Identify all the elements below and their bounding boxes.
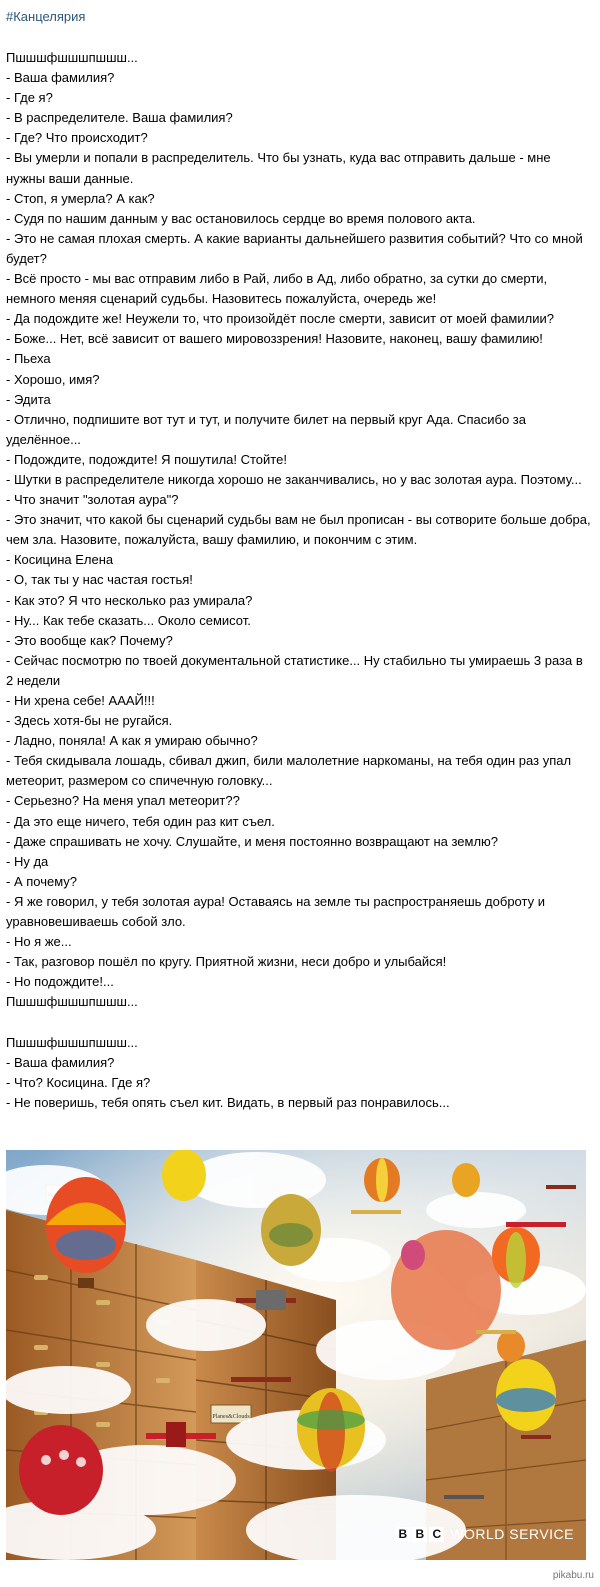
dialogue-line: - Вы умерли и попали в распределитель. Что бы узнать, куда вас отправить дальше - мне нужны ваши данные. xyxy=(6,150,555,186)
brand-block: B xyxy=(395,1527,410,1542)
dialogue-line: - Стоп, я умерла? А как? xyxy=(6,190,155,206)
dialogue-line: - О, так ты у нас частая гостья! xyxy=(6,572,193,588)
dialogue-line: - Всё просто - мы вас отправим либо в Рай, либо в Ад, либо обратно, за сутки до смерти, немного меняя сценарий судьбы. Назовитесь пожалуйста, очередь же! xyxy=(6,271,551,307)
dialogue-line: - Сейчас посмотрю по твоей документальной статистике... Ну стабильно ты умираешь 3 раза в 2 недели xyxy=(6,652,587,688)
brand-block: B xyxy=(412,1527,427,1542)
dialogue-line: - Но я же... xyxy=(6,934,72,950)
dialogue-line: - Ну да xyxy=(6,853,49,869)
dialogue-line: - Ваша фамилия? xyxy=(6,70,115,86)
dialogue-line: - А почему? xyxy=(6,873,78,889)
dialogue-line: - Ладно, поняла! А как я умираю обычно? xyxy=(6,733,258,749)
site-watermark: pikabu.ru xyxy=(552,1570,594,1581)
brand-text: WORLD SERVICE xyxy=(450,1526,574,1542)
dialogue-line: - Отлично, подпишите вот тут и тут, и получите билет на первый круг Ада. Спасибо за уделённое... xyxy=(6,411,530,447)
dialogue-line: - Это не самая плохая смерть. А какие варианты дальнейшего развития событий? Что со мной будет? xyxy=(6,230,587,266)
hashtag-link[interactable]: #Канцелярия xyxy=(6,9,86,24)
dialogue-line: Пшшшфшшшпшшш... xyxy=(6,994,138,1010)
dialogue-line: - Не поверишь, тебя опять съел кит. Видать, в первый раз понравилось... xyxy=(6,1094,450,1110)
dialogue-line: - Ни хрена себе! АААЙ!!! xyxy=(6,693,155,708)
post-illustration xyxy=(6,1150,586,1560)
brand-block: C xyxy=(429,1527,444,1542)
dialogue-line: - Так, разговор пошёл по кругу. Приятной жизни, неси добро и улыбайся! xyxy=(6,954,447,970)
dialogue-line: - Подождите, подождите! Я пошутила! Стойте! xyxy=(6,451,287,467)
dialogue-line: - Хорошо, имя? xyxy=(6,371,100,387)
dialogue-line: - Да это еще ничего, тебя один раз кит съел. xyxy=(6,813,275,829)
dialogue-line: - Что? Косицина. Где я? xyxy=(6,1074,151,1090)
dialogue-line: - Косицина Елена xyxy=(6,552,114,568)
dialogue-line: - Да подождите же! Неужели то, что произойдёт после смерти, зависит от моей фамилии? xyxy=(6,311,554,327)
dialogue-line: - Как это? Я что несколько раз умирала? xyxy=(6,592,253,608)
illustration-art xyxy=(6,1150,586,1560)
post-text xyxy=(6,48,595,1113)
dialogue-line: - Что значит "золотая аура"? xyxy=(6,492,179,508)
dialogue-line: - Я же говорил, у тебя золотая аура! Оставаясь на земле ты распространяешь доброту и уравновешиваешь собой зло. xyxy=(6,893,549,930)
dialogue-line: - Где я? xyxy=(6,90,53,106)
dialogue-line: - Даже спрашивать не хочу. Слушайте, и меня постоянно возвращают на землю? xyxy=(6,833,499,849)
dialogue-line: - Ну... Как тебе сказать... Около семисот. xyxy=(6,612,251,628)
bbc-world-service-logo xyxy=(395,1526,574,1542)
dialogue-line: Пшшшфшшшпшшш... xyxy=(6,1034,138,1050)
dialogue-line xyxy=(6,1013,592,1033)
dialogue-line: - Серьезно? На меня упал метеорит?? xyxy=(6,793,240,809)
dialogue-line: - Тебя скидывала лошадь, сбивал джип, били малолетние наркоманы, на тебя один раз упал метеорит, размером со спичечную головку... xyxy=(6,753,575,789)
drawer-label-1: Planes&Clouds xyxy=(212,1414,250,1420)
dialogue-line: - Но подождите!... xyxy=(6,974,114,990)
dialogue-line: - Эдита xyxy=(6,391,51,407)
dialogue-line: - Это вообще как? Почему? xyxy=(6,632,173,648)
dialogue-line: - Судя по нашим данным у вас остановилось сердце во время полового акта. xyxy=(6,210,476,226)
dialogue-line: - Здесь хотя-бы не ругайся. xyxy=(6,713,173,729)
dialogue-line: - В распределителе. Ваша фамилия? xyxy=(6,110,233,126)
dialogue-line: - Это значит, что какой бы сценарий судьбы вам не был прописан - вы сотворите больше добра, чем зла. Назовите, пожалуйста, вашу фамилию, и покончим с этим. xyxy=(6,512,595,548)
dialogue-line: - Боже... Нет, всё зависит от вашего мировоззрения! Назовите, наконец, вашу фамилию! xyxy=(6,331,543,347)
dialogue-line: - Шутки в распределителе никогда хорошо не заканчивались, но у вас золотая аура. Поэтому... xyxy=(6,471,582,487)
dialogue-line: - Ваша фамилия? xyxy=(6,1054,115,1070)
dialogue-line: - Где? Что происходит? xyxy=(6,130,148,146)
dialogue-line: Пшшшфшшшпшшш... xyxy=(6,50,138,65)
dialogue-line: - Пьеха xyxy=(6,351,51,367)
